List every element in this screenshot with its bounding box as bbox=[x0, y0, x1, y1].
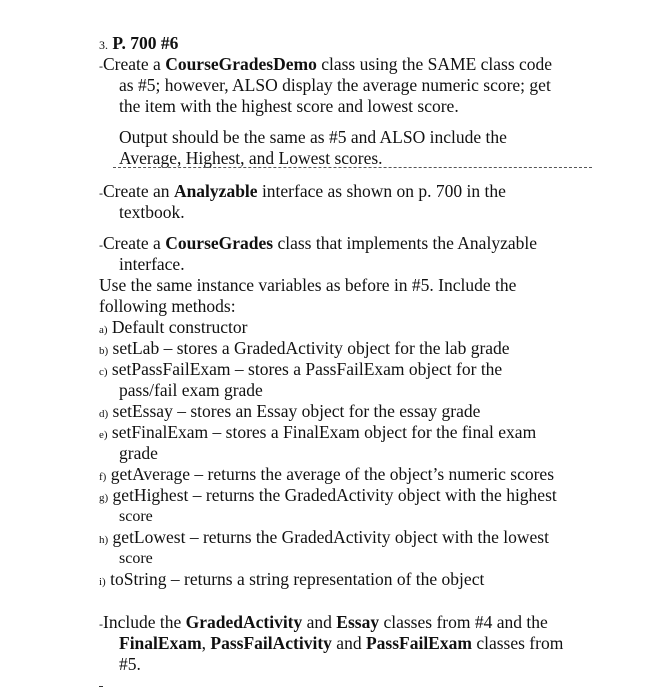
item2-bullet: - bbox=[99, 186, 103, 200]
method-e bbox=[99, 422, 536, 446]
item4-bullet: - bbox=[99, 617, 103, 631]
item4-bold-finalexam: FinalExam bbox=[119, 633, 202, 653]
method-i bbox=[99, 569, 484, 593]
output-note-line1: Output should be the same as #5 and ALSO include the bbox=[119, 127, 507, 147]
method-h-cont: score bbox=[119, 550, 153, 567]
method-g bbox=[99, 485, 557, 509]
item1-bullet: - bbox=[99, 59, 103, 73]
method-text: getAverage – returns the average of the object’s numeric scores bbox=[110, 464, 555, 484]
item3-line4: following methods: bbox=[99, 296, 236, 316]
item3-line2: interface. bbox=[119, 254, 185, 274]
method-text: Default constructor bbox=[111, 317, 248, 337]
item4-bold-essay: Essay bbox=[336, 612, 380, 632]
item1-line1: -Create a CourseGradesDemo class using the SAME class code bbox=[99, 54, 553, 74]
method-text: setFinalExam – stores a FinalExam object for the final exam bbox=[111, 422, 537, 442]
method-marker: i) bbox=[99, 576, 106, 588]
item4-bold-passfailexam: PassFailExam bbox=[365, 633, 472, 653]
method-marker: e) bbox=[99, 429, 108, 441]
item3-bullet: - bbox=[99, 238, 103, 252]
method-c-cont: pass/fail exam grade bbox=[119, 380, 263, 400]
item1-bold: CourseGradesDemo bbox=[165, 54, 317, 74]
method-marker: c) bbox=[99, 366, 108, 378]
item4-bold-gradedactivity: GradedActivity bbox=[185, 612, 303, 632]
section-number: 3. bbox=[99, 38, 108, 52]
stray-mark bbox=[99, 686, 103, 687]
method-text: toString – returns a string representation of the object bbox=[110, 569, 485, 589]
item2-line2: textbook. bbox=[119, 202, 185, 222]
method-marker: h) bbox=[99, 534, 109, 546]
item4-line2: FinalExam, PassFailActivity and PassFailExam classes from bbox=[119, 633, 564, 653]
section-heading bbox=[99, 33, 178, 56]
item2-bold: Analyzable bbox=[173, 181, 258, 201]
method-marker: d) bbox=[99, 408, 109, 420]
item3-line3: Use the same instance variables as before in #5. Include the bbox=[99, 275, 517, 295]
method-text: getHighest – returns the GradedActivity object with the highest bbox=[112, 485, 557, 505]
item1-line3: the item with the highest score and lowest score. bbox=[119, 96, 459, 116]
method-marker: f) bbox=[99, 471, 107, 483]
method-e-cont: grade bbox=[119, 443, 158, 463]
output-note-line2: Average, Highest, and Lowest scores. bbox=[119, 148, 383, 168]
section-title: P. 700 #6 bbox=[112, 33, 179, 53]
method-text: setEssay – stores an Essay object for the essay grade bbox=[112, 401, 481, 421]
item2-line1: -Create an Analyzable interface as shown on p. 700 in the bbox=[99, 181, 506, 201]
method-text: getLowest – returns the GradedActivity object with the lowest bbox=[112, 527, 549, 547]
method-g-cont: score bbox=[119, 508, 153, 525]
method-h bbox=[99, 527, 549, 551]
item4-line1: -Include the GradedActivity and Essay classes from #4 and the bbox=[99, 612, 548, 632]
item4-line3: #5. bbox=[119, 654, 141, 674]
method-marker: a) bbox=[99, 324, 108, 336]
method-text: setPassFailExam – stores a PassFailExam object for the bbox=[111, 359, 503, 379]
item1-line2: as #5; however, ALSO display the average numeric score; get bbox=[119, 75, 551, 95]
item3-line1: -Create a CourseGrades class that implements the Analyzable bbox=[99, 233, 537, 253]
item4-bold-passfailactivity: PassFailActivity bbox=[210, 633, 332, 653]
method-text: setLab – stores a GradedActivity object for the lab grade bbox=[112, 338, 510, 358]
method-marker: g) bbox=[99, 492, 109, 504]
item3-bold: CourseGrades bbox=[165, 233, 274, 253]
method-marker: b) bbox=[99, 345, 109, 357]
dotted-separator bbox=[113, 167, 592, 168]
